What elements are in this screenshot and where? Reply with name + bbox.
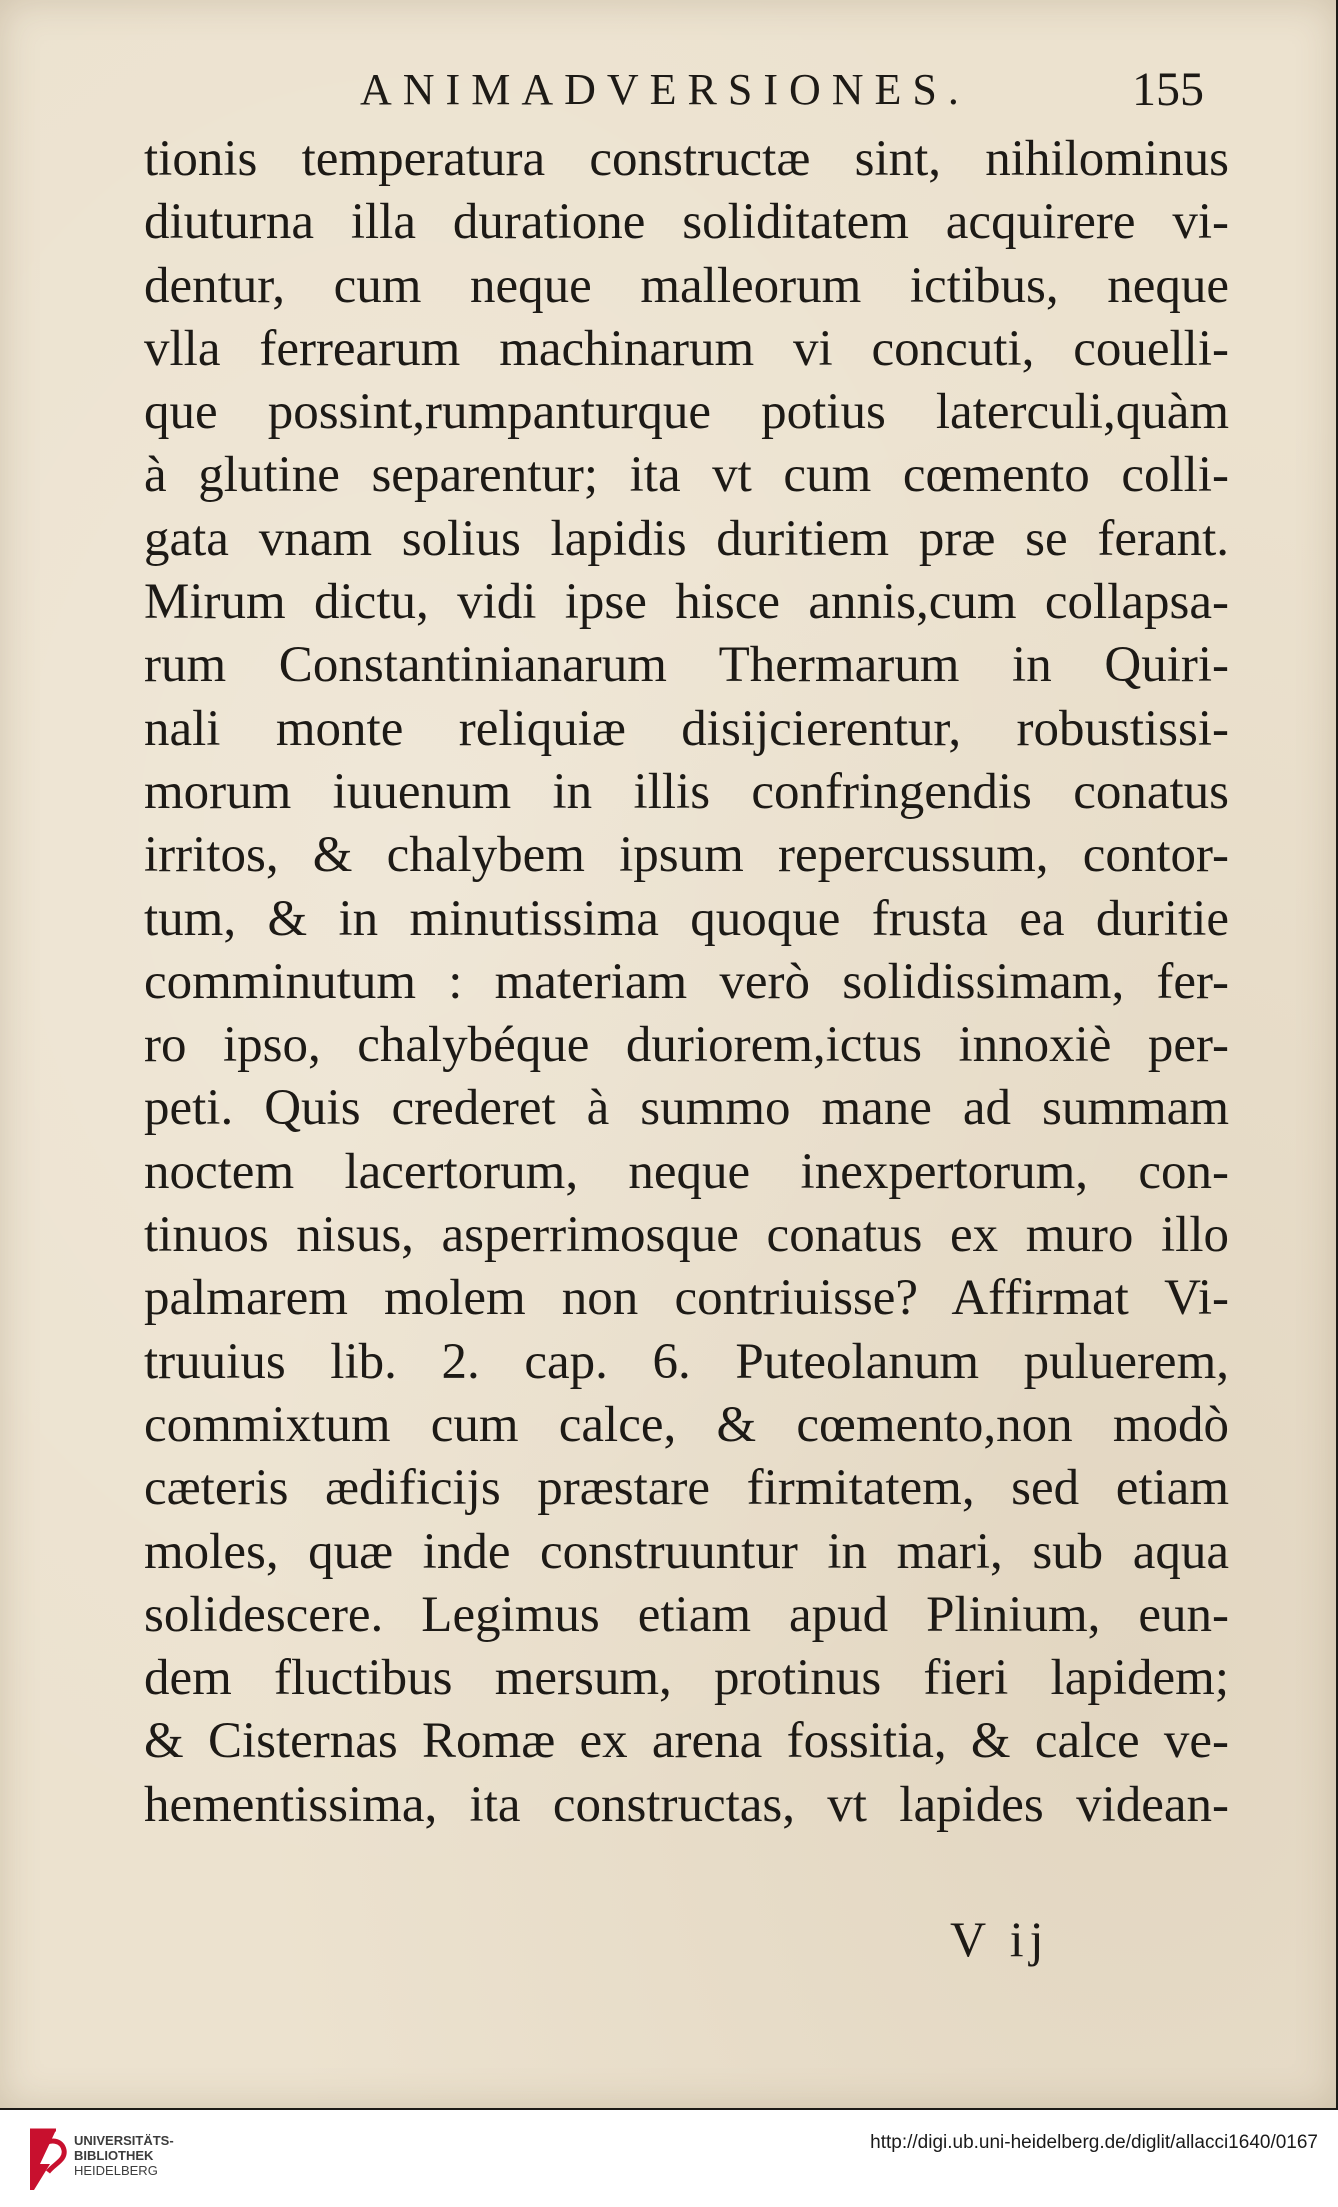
footer-bar <box>0 2110 1338 2207</box>
signature-mark: V ij <box>950 1911 1050 1967</box>
text-line: Mirum dictu, vidi ipse hisce annis,cum collapsa- <box>144 574 1229 631</box>
text-line: dem fluctibus mersum, protinus fieri lapidem; <box>144 1650 1229 1707</box>
text-line: cæteris ædificijs præstare firmitatem, sed etiam <box>144 1460 1229 1517</box>
text-line: rum Constantinianarum Thermarum in Quiri- <box>144 637 1229 694</box>
library-name-line: BIBLIOTHEK <box>74 2148 154 2163</box>
text-line: irritos, & chalybem ipsum repercussum, contor- <box>144 827 1229 884</box>
text-line: commixtum cum calce, & cœmento,non modò <box>144 1396 1229 1453</box>
library-name-line: UNIVERSITÄTS- <box>74 2133 174 2148</box>
text-line: peti. Quis crederet à summo mane ad summam <box>144 1080 1229 1137</box>
library-name-line: HEIDELBERG <box>74 2163 158 2178</box>
text-line: ro ipso, chalybéque duriorem,ictus innoxiè per- <box>144 1017 1229 1074</box>
body-text <box>144 128 1229 1837</box>
page-number: 155 <box>1132 63 1204 116</box>
running-title: ANIMADVERSIONES. <box>360 65 970 114</box>
text-line: dentur, cum neque malleorum ictibus, neque <box>144 257 1229 314</box>
library-name <box>74 2133 174 2178</box>
text-line: palmarem molem non contriuisse? Affirmat Vi- <box>144 1270 1229 1327</box>
running-head <box>140 58 1220 128</box>
text-line: truuius lib. 2. cap. 6. Puteolanum puluerem, <box>144 1333 1229 1390</box>
text-line: moles, quæ inde construuntur in mari, sub aqua <box>144 1523 1229 1580</box>
text-line: & Cisternas Romæ ex arena fossitia, & calce ve- <box>144 1713 1229 1770</box>
text-line: nali monte reliquiæ disijcierentur, robustissi- <box>144 700 1229 757</box>
source-url-link[interactable]: http://digi.ub.uni-heidelberg.de/diglit/allacci1640/0167 <box>870 2132 1318 2153</box>
text-line: solidescere. Legimus etiam apud Plinium, eun- <box>144 1586 1229 1643</box>
text-line: noctem lacertorum, neque inexpertorum, con- <box>144 1143 1229 1200</box>
text-line: tinuos nisus, asperrimosque conatus ex muro illo <box>144 1207 1229 1264</box>
text-line: vlla ferrearum machinarum vi concuti, couelli- <box>144 320 1229 377</box>
text-line: diuturna illa duratione soliditatem acquirere vi- <box>144 194 1229 251</box>
text-line: gata vnam solius lapidis duritiem præ se ferant. <box>144 510 1229 567</box>
text-line: morum iuuenum in illis confringendis conatus <box>144 763 1229 820</box>
text-line: tionis temperatura constructæ sint, nihilominus <box>144 131 1229 187</box>
text-line: hementissima, ita constructas, vt lapides videan- <box>144 1776 1229 1833</box>
text-line: comminutum : materiam verò solidissimam, fer- <box>144 953 1229 1010</box>
text-line: tum, & in minutissima quoque frusta ea duritie <box>144 890 1229 947</box>
text-line: à glutine separentur; ita vt cum cœmento colli- <box>144 447 1229 504</box>
text-line: que possint,rumpanturque potius laterculi,quàm <box>144 384 1229 441</box>
